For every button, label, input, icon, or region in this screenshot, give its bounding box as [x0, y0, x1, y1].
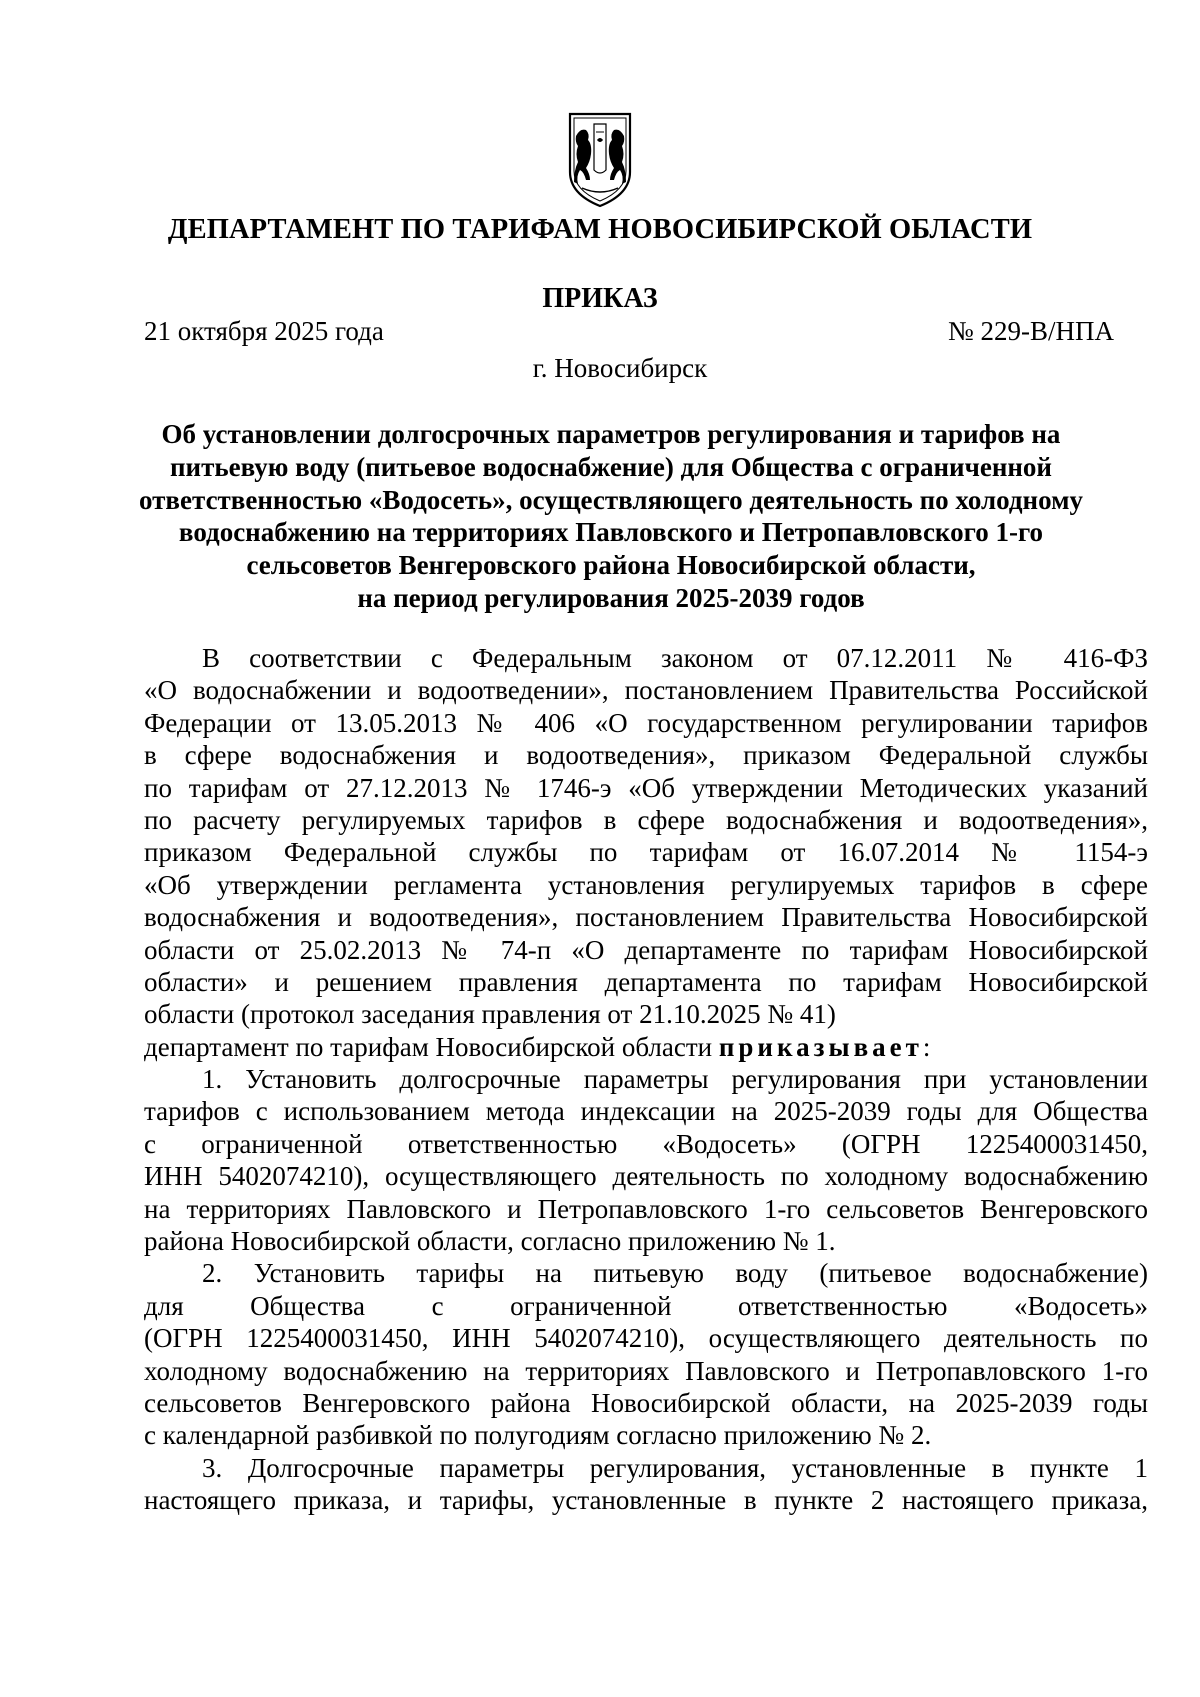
order-number: № 229-В/НПА	[947, 316, 1114, 346]
preamble-line: В соответствии с Федеральным законом от 07.12.2011 № 416-ФЗ	[202, 643, 1148, 673]
item2-line: холодному водоснабжению на территориях Павловского и Петропавловского 1-го	[144, 1355, 1148, 1386]
document-title: ПРИКАЗ	[542, 283, 658, 314]
decree-prefix: департамент по тарифам Новосибирской области	[144, 1031, 719, 1062]
order-city: г. Новосибирск	[532, 353, 708, 383]
item1-line: с ограниченной ответственностью «Водосеть» (ОГРН 1225400031450,	[144, 1128, 1148, 1159]
item2-line: 2. Установить тарифы на питьевую воду (питьевое водоснабжение)	[202, 1258, 1148, 1289]
preamble-line: «О водоснабжении и водоотведении», постановлением Правительства Российской	[144, 675, 1148, 706]
item3-line: настоящего приказа, и тарифы, установленные в пункте 2 настоящего приказа,	[144, 1485, 1148, 1516]
decree-suffix: :	[922, 1031, 931, 1062]
subject-line: на период регулирования 2025-2039 годов	[357, 582, 865, 613]
item1-line: района Новосибирской области, согласно приложению № 1.	[144, 1226, 836, 1257]
preamble-line: по тарифам от 27.12.2013 № 1746-э «Об утверждении Методических указаний	[144, 772, 1148, 803]
decree-line	[144, 1031, 1148, 1063]
subject-line: питьевую воду (питьевое водоснабжение) для Общества с ограниченной	[169, 451, 1052, 482]
item2-line: с календарной разбивкой по полугодиям согласно приложению № 2.	[144, 1420, 932, 1451]
preamble-line: водоснабжения и водоотведения», постановлением Правительства Новосибирской	[144, 902, 1148, 933]
item1-line: на территориях Павловского и Петропавловского 1-го сельсоветов Венгеровского	[144, 1193, 1148, 1224]
preamble-line: области от 25.02.2013 № 74-п «О департаменте по тарифам Новосибирской	[144, 934, 1148, 965]
preamble-line: приказом Федеральной службы по тарифам от 16.07.2014 № 1154-э	[144, 837, 1148, 868]
preamble-line: области (протокол заседания правления от 21.10.2025 № 41)	[144, 999, 836, 1030]
subject-line: ответственностью «Водосеть», осуществляющего деятельность по холодному	[139, 484, 1083, 515]
item2-line: (ОГРН 1225400031450, ИНН 5402074210), осуществляющего деятельность по	[144, 1323, 1148, 1354]
department-name: ДЕПАРТАМЕНТ ПО ТАРИФАМ НОВОСИБИРСКОЙ ОБЛАСТИ	[167, 214, 1033, 245]
item2-line: сельсоветов Венгеровского района Новосибирской области, на 2025-2039 годы	[144, 1387, 1148, 1418]
preamble-line: области» и решением правления департамента по тарифам Новосибирской	[144, 966, 1148, 997]
subject-line: сельсоветов Венгеровского района Новосибирской области,	[246, 550, 976, 581]
item1-line: ИНН 5402074210), осуществляющего деятельность по холодному водоснабжению	[144, 1161, 1148, 1192]
subject-line: водоснабжению на территориях Павловского и Петропавловского 1-го	[178, 517, 1044, 548]
preamble-line: в сфере водоснабжения и водоотведения», приказом Федеральной службы	[144, 740, 1148, 771]
item2-line: для Общества с ограниченной ответственностью «Водосеть»	[144, 1290, 1148, 1321]
preamble-line: по расчету регулируемых тарифов в сфере водоснабжения и водоотведения»,	[144, 804, 1148, 835]
item1-line: тарифов с использованием метода индексации на 2025-2039 годы для Общества	[144, 1096, 1148, 1127]
novosibirsk-coat-of-arms-icon	[560, 110, 640, 210]
item3-line: 3. Долгосрочные параметры регулирования, установленные в пункте 1	[202, 1452, 1148, 1483]
decree-word: приказывает	[718, 1031, 923, 1062]
subject-line: Об установлении долгосрочных параметров регулирования и тарифов на	[161, 419, 1061, 449]
preamble-line: «Об утверждении регламента установления регулируемых тарифов в сфере	[144, 869, 1148, 900]
order-subject	[130, 418, 1092, 615]
order-body	[144, 642, 1148, 1517]
preamble-line: Федерации от 13.05.2013 № 406 «О государственном регулировании тарифов	[144, 707, 1148, 738]
item1-line: 1. Установить долгосрочные параметры регулирования при установлении	[202, 1064, 1148, 1095]
order-date: 21 октября 2025 года	[144, 316, 384, 346]
